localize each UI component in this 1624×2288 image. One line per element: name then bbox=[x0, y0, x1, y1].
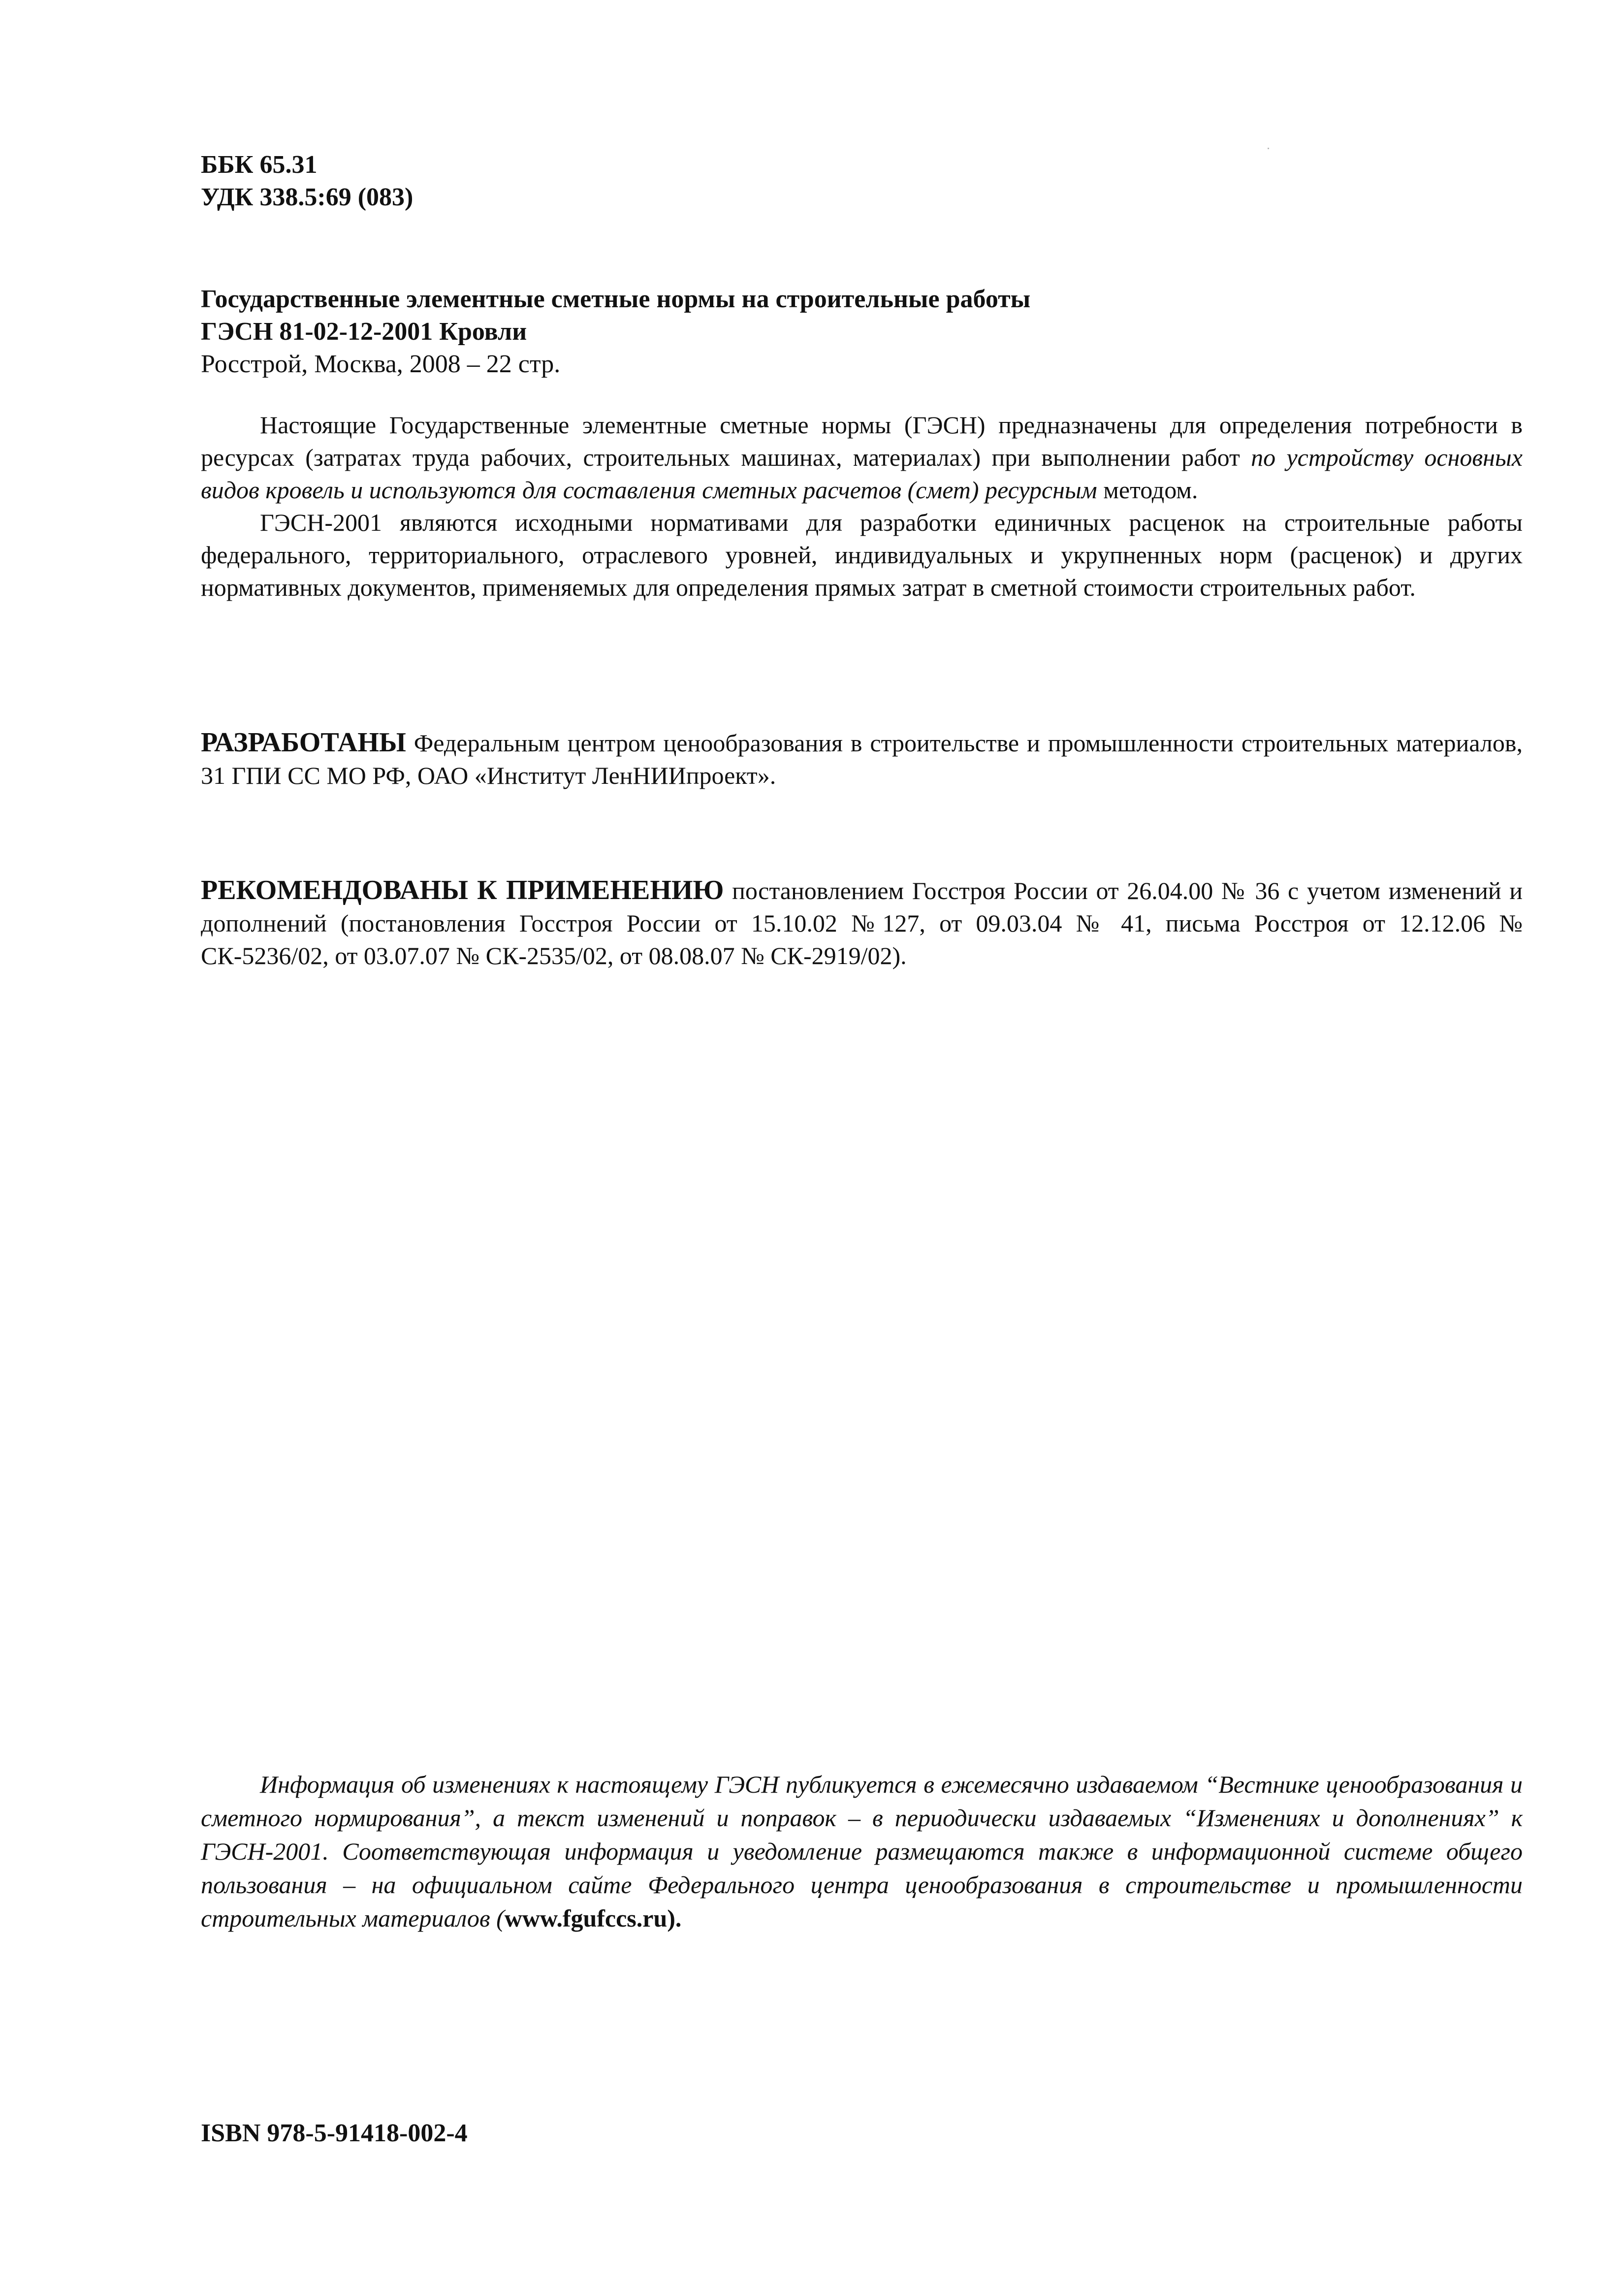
recommended-lead: РЕКОМЕНДОВАНЫ К ПРИМЕНЕНИЮ bbox=[201, 875, 724, 905]
intro-section bbox=[201, 409, 1523, 604]
developed-text: Федеральным центром ценообразования в строительстве и промышленности строительных материалов, 31 ГПИ СС МО РФ, ОАО «Институт ЛенНИИпроект». bbox=[201, 729, 1523, 789]
developed-lead: РАЗРАБОТАНЫ bbox=[201, 727, 406, 758]
isbn-number: ISBN 978-5-91418-002-4 bbox=[201, 2119, 468, 2147]
document-title: Государственные элементные сметные нормы на строительные работы bbox=[201, 285, 1031, 313]
intro-p1-italic: по устройству основных видов кровель и используются для составления сметных расчетов (смет) ресурсным bbox=[201, 444, 1523, 504]
intro-p1-end: методом. bbox=[1097, 476, 1198, 504]
website-link[interactable]: www.fgufccs.ru bbox=[504, 1904, 668, 1932]
info-paragraph bbox=[201, 1768, 1523, 1935]
intro-paragraph-2: ГЭСН-2001 являются исходными нормативами для разработки единичных расценок на строительные работы федерального, территориального, отраслевого уровней, индивидуальных и укрупненных норм (расценок) и других нормативных документов, применяемых для определения прямых затрат в сметной стоимости строительных работ. bbox=[201, 509, 1523, 601]
info-tail: ). bbox=[667, 1904, 682, 1932]
document-code-title: ГЭСН 81-02-12-2001 Кровли bbox=[201, 318, 527, 346]
developed-by-section bbox=[201, 726, 1523, 792]
info-notice bbox=[201, 1768, 1523, 1935]
info-text: Информация об изменениях к настоящему ГЭСН публикуется в ежемесячно издаваемом “Вестнике ценообразования и сметного нормирования”, а текст изменений и поправок – в периодически издаваемых “Изменениях и дополнениях” к ГЭСН-2001. Соответствующая информация и уведомление размещаются также в информационной системе общего пользования – на официальном сайте Федерального центра ценообразования в строительстве и промышленности строительных материалов ( bbox=[201, 1771, 1523, 1932]
recommended-section bbox=[201, 874, 1523, 972]
udk-code: УДК 338.5:69 (083) bbox=[201, 183, 414, 211]
publisher-line: Росстрой, Москва, 2008 – 22 стр. bbox=[201, 350, 561, 378]
intro-p1-start: Настоящие Государственные элементные сметные нормы (ГЭСН) предназначены для определения потребности в ресурсах (затратах труда рабочих, строительных машинах, материалах) при выполнении работ bbox=[201, 411, 1523, 471]
classification-codes bbox=[201, 149, 1523, 214]
recommended-text: постановлением Госстроя России от 26.04.00 № 36 с учетом изменений и дополнений (постановления Госстроя России от 15.10.02 №127, от 09.03.04 № 41, письма Росстроя от 12.12.06 № СК-5236/02, от 03.07.07 № СК-2535/02, от 08.08.07 № СК-2919/02). bbox=[201, 877, 1523, 969]
document-header bbox=[201, 283, 1523, 381]
bbk-code: ББК 65.31 bbox=[201, 151, 318, 179]
intro-paragraph-1 bbox=[201, 409, 1523, 506]
